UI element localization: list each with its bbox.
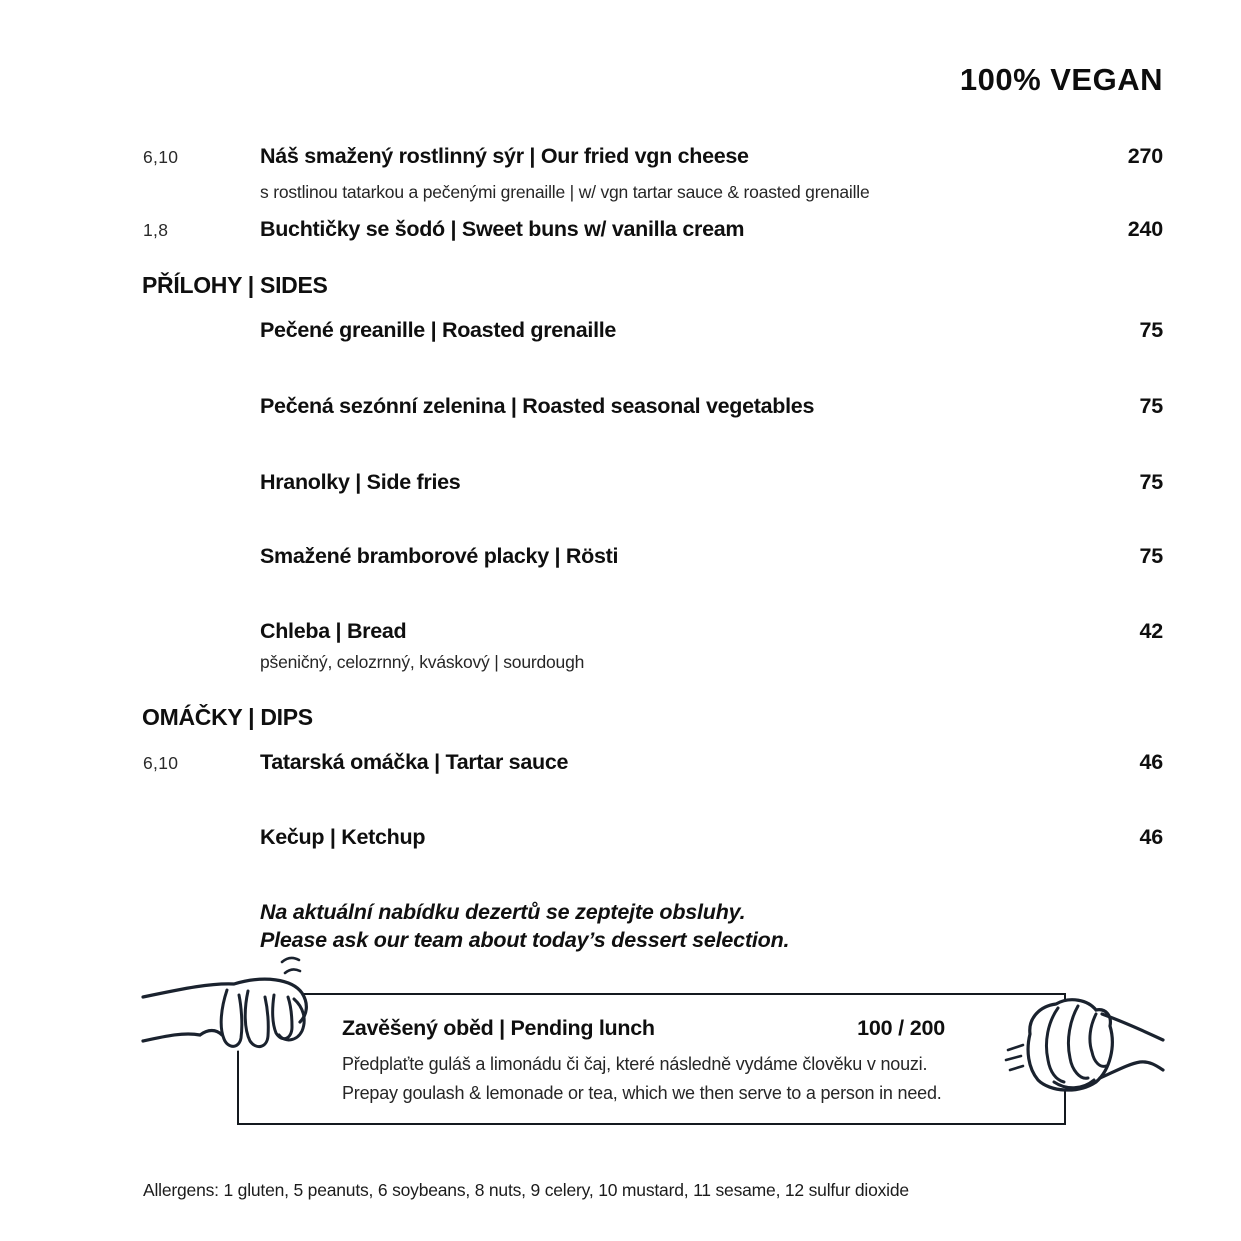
menu-item-row (143, 394, 1163, 422)
pending-lunch-title: Zavěšený oběd | Pending lunch (342, 1016, 655, 1040)
item-name: Buchtičky se šodó | Sweet buns w/ vanilla cream (260, 217, 745, 241)
dessert-note (260, 899, 789, 954)
menu-item-row (143, 825, 1163, 853)
menu-item-row (143, 318, 1163, 346)
item-name: Hranolky | Side fries (260, 470, 461, 494)
item-price: 270 (1127, 144, 1163, 168)
allergen-codes: 6,10 (143, 147, 179, 167)
pending-lunch-description (342, 1050, 942, 1108)
dessert-note-en: Please ask our team about today’s dessert selection. (260, 927, 790, 952)
item-price: 240 (1127, 217, 1163, 241)
dessert-note-cz: Na aktuální nabídku dezertů se zeptejte obsluhy. (260, 900, 746, 924)
page-title: 100% VEGAN (959, 62, 1163, 97)
pending-lunch-price: 100 / 200 (857, 1016, 945, 1040)
item-price: 75 (1139, 394, 1163, 418)
section-title-dips: OMÁČKY | DIPS (142, 704, 313, 730)
allergen-footer: Allergens: 1 gluten, 5 peanuts, 6 soybeans, 8 nuts, 9 celery, 10 mustard, 11 sesame, 12 sulfur dioxide (143, 1180, 909, 1200)
item-name: Pečená sezónní zelenina | Roasted seasonal vegetables (260, 394, 815, 418)
item-price: 75 (1139, 318, 1163, 342)
pending-lunch-desc-cz: Předplaťte guláš a limonádu či čaj, které následně vydáme člověku v nouzi. (342, 1054, 928, 1074)
menu-item-row (143, 544, 1163, 572)
item-name: Pečené greanille | Roasted grenaille (260, 318, 617, 342)
menu-item-row (143, 750, 1163, 778)
item-name: Kečup | Ketchup (260, 825, 426, 849)
menu-item-row (143, 144, 1163, 172)
item-name: Smažené bramborové placky | Rösti (260, 544, 619, 568)
hand-holding-box-illustration (126, 953, 356, 1103)
item-name: Chleba | Bread (260, 619, 407, 643)
item-price: 75 (1139, 470, 1163, 494)
pending-lunch-title-row (342, 1016, 945, 1041)
item-price: 46 (1139, 825, 1163, 849)
section-title-sides: PŘÍLOHY | SIDES (142, 272, 328, 298)
item-description: pšeničný, celozrnný, kváskový | sourdough (260, 652, 585, 672)
item-name: Tatarská omáčka | Tartar sauce (260, 750, 569, 774)
item-price: 46 (1139, 750, 1163, 774)
item-price: 75 (1139, 544, 1163, 568)
item-description: s rostlinou tatarkou a pečenými grenaille | w/ vgn tartar sauce & roasted grenaille (260, 182, 870, 202)
menu-item-row (143, 619, 1163, 647)
menu-item-row (143, 217, 1163, 245)
allergen-codes: 1,8 (143, 220, 169, 240)
fist-knocking-illustration (996, 990, 1188, 1118)
pending-lunch-box (237, 993, 1066, 1125)
menu-item-row (143, 470, 1163, 498)
allergen-codes: 6,10 (143, 753, 179, 773)
item-name: Náš smažený rostlinný sýr | Our fried vgn cheese (260, 144, 749, 168)
pending-lunch-desc-en: Prepay goulash & lemonade or tea, which we then serve to a person in need. (342, 1083, 942, 1103)
item-price: 42 (1139, 619, 1163, 643)
